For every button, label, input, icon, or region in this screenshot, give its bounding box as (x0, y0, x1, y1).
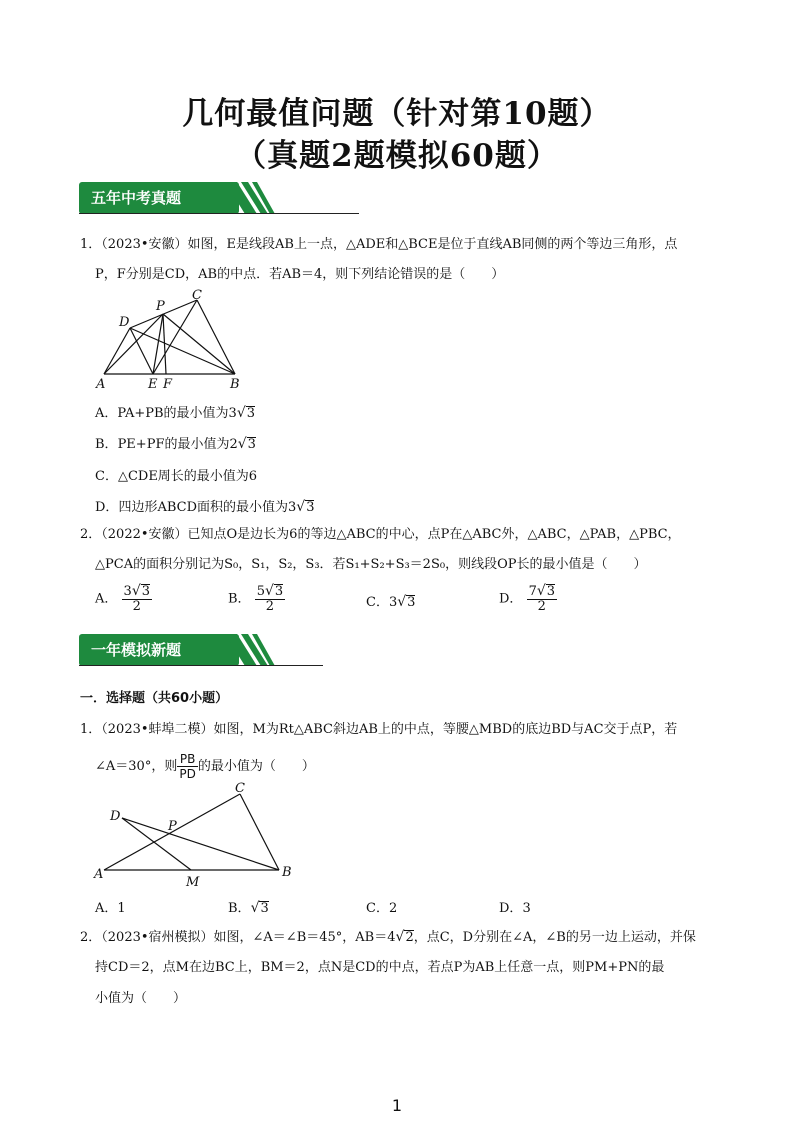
banner-underline (79, 213, 359, 214)
q2-option-c: C．3√3 (366, 594, 416, 610)
m1-stem-line2: ∠A＝30°，则 $\frac{PB}{PD}$ 的最小值为（ ） (95, 752, 315, 781)
q2-stem-line1: 2．（2022•安徽）已知点O是边长为6的等边△ABC的中心，点P在△ABC外，△ABC，△PAB，△PBC， (80, 527, 681, 542)
m1-option-a: A．1 (95, 901, 126, 916)
q1-stem-line1: 1．（2023•安徽）如图，E是线段AB上一点，△ADE和△BCE是位于直线AB同侧的两个等边三角形，点 (80, 237, 678, 252)
q1-seg-PB (163, 314, 235, 374)
m1-option-c: C．2 (366, 901, 398, 916)
q1-option-b: B．PE+PF的最小值为2√3 (95, 436, 256, 452)
banner-stripes-icon (215, 182, 275, 214)
q1-label-D: D (119, 315, 130, 330)
q2-option-b: B． $\frac{5√3}{2}$ (228, 583, 284, 614)
q1-label-B: B (230, 377, 240, 392)
m2-stem-line2: 持CD＝2，点M在边BC上，BM＝2，点N是CD的中点，若点P为AB上任意一点，则PM+PN的最 (95, 960, 665, 975)
q1-label-P: P (156, 299, 165, 314)
m2-stem-line3: 小值为（ ） (95, 991, 187, 1006)
m1-stem-line1: 1．（2023•蚌埠二模）如图，M为Rt△ABC斜边AB上的中点，等腰△MBD的底边BD与AC交于点P，若 (80, 722, 678, 737)
m1-label-M: M (186, 875, 200, 888)
m1-label-C: C (235, 781, 245, 796)
q1-option-a: A．PA+PB的最小值为3√3 (95, 405, 256, 421)
q1-figure (92, 288, 252, 392)
q1-label-E: E (148, 377, 158, 392)
m1-label-A: A (94, 867, 104, 882)
m2-stem-line1: 2．（2023•宿州模拟）如图，∠A＝∠B＝45°，AB＝4√2，点C，D分别在∠A，∠B的另一边上运动，并保 (80, 929, 696, 945)
q1-seg-DB (130, 328, 235, 374)
page-number: 1 (391, 1096, 403, 1115)
q1-option-c: C．△CDE周长的最小值为6 (95, 469, 258, 484)
m1-figure (92, 778, 302, 888)
q2-option-d: D． $\frac{7√3}{2}$ (499, 583, 556, 614)
page-title-line1: 几何最值问题（针对第10题） (182, 96, 612, 132)
section-banner-exam (79, 182, 359, 216)
q2-stem-line2: △PCA的面积分别记为S₀，S₁，S₂，S₃．若S₁+S₂+S₃＝2S₀，则线段OP长的最小值是（ ） (95, 557, 647, 572)
q1-label-F: F (163, 377, 173, 392)
q1-seg-CB (197, 300, 235, 374)
section-label-exam: 五年中考真题 (79, 182, 239, 214)
q1-stem-line2: P，F分别是CD，AB的中点．若AB＝4，则下列结论错误的是（ ） (95, 267, 505, 282)
q1-label-A: A (96, 377, 106, 392)
m1-label-B: B (282, 865, 292, 880)
page-title-line2: （真题2题模拟60题） (235, 138, 559, 174)
q2-option-a: A． $\frac{3√3}{2}$ (95, 583, 151, 614)
banner-underline (79, 665, 323, 666)
m1-label-P: P (168, 819, 177, 834)
banner-stripes-icon (215, 634, 275, 666)
q1-seg-DE (130, 328, 153, 374)
section-label-mock: 一年模拟新题 (79, 634, 239, 666)
m1-option-b: B．√3 (228, 900, 269, 916)
m1-seg-DM (122, 818, 191, 870)
m1-seg-DB (122, 818, 279, 870)
q1-label-C: C (192, 288, 202, 303)
m1-option-d: D．3 (499, 901, 531, 916)
q1-option-d: D．四边形ABCD面积的最小值为3√3 (95, 499, 315, 515)
part-heading: 一．选择题（共60小题） (80, 691, 229, 706)
m1-label-D: D (110, 809, 121, 824)
